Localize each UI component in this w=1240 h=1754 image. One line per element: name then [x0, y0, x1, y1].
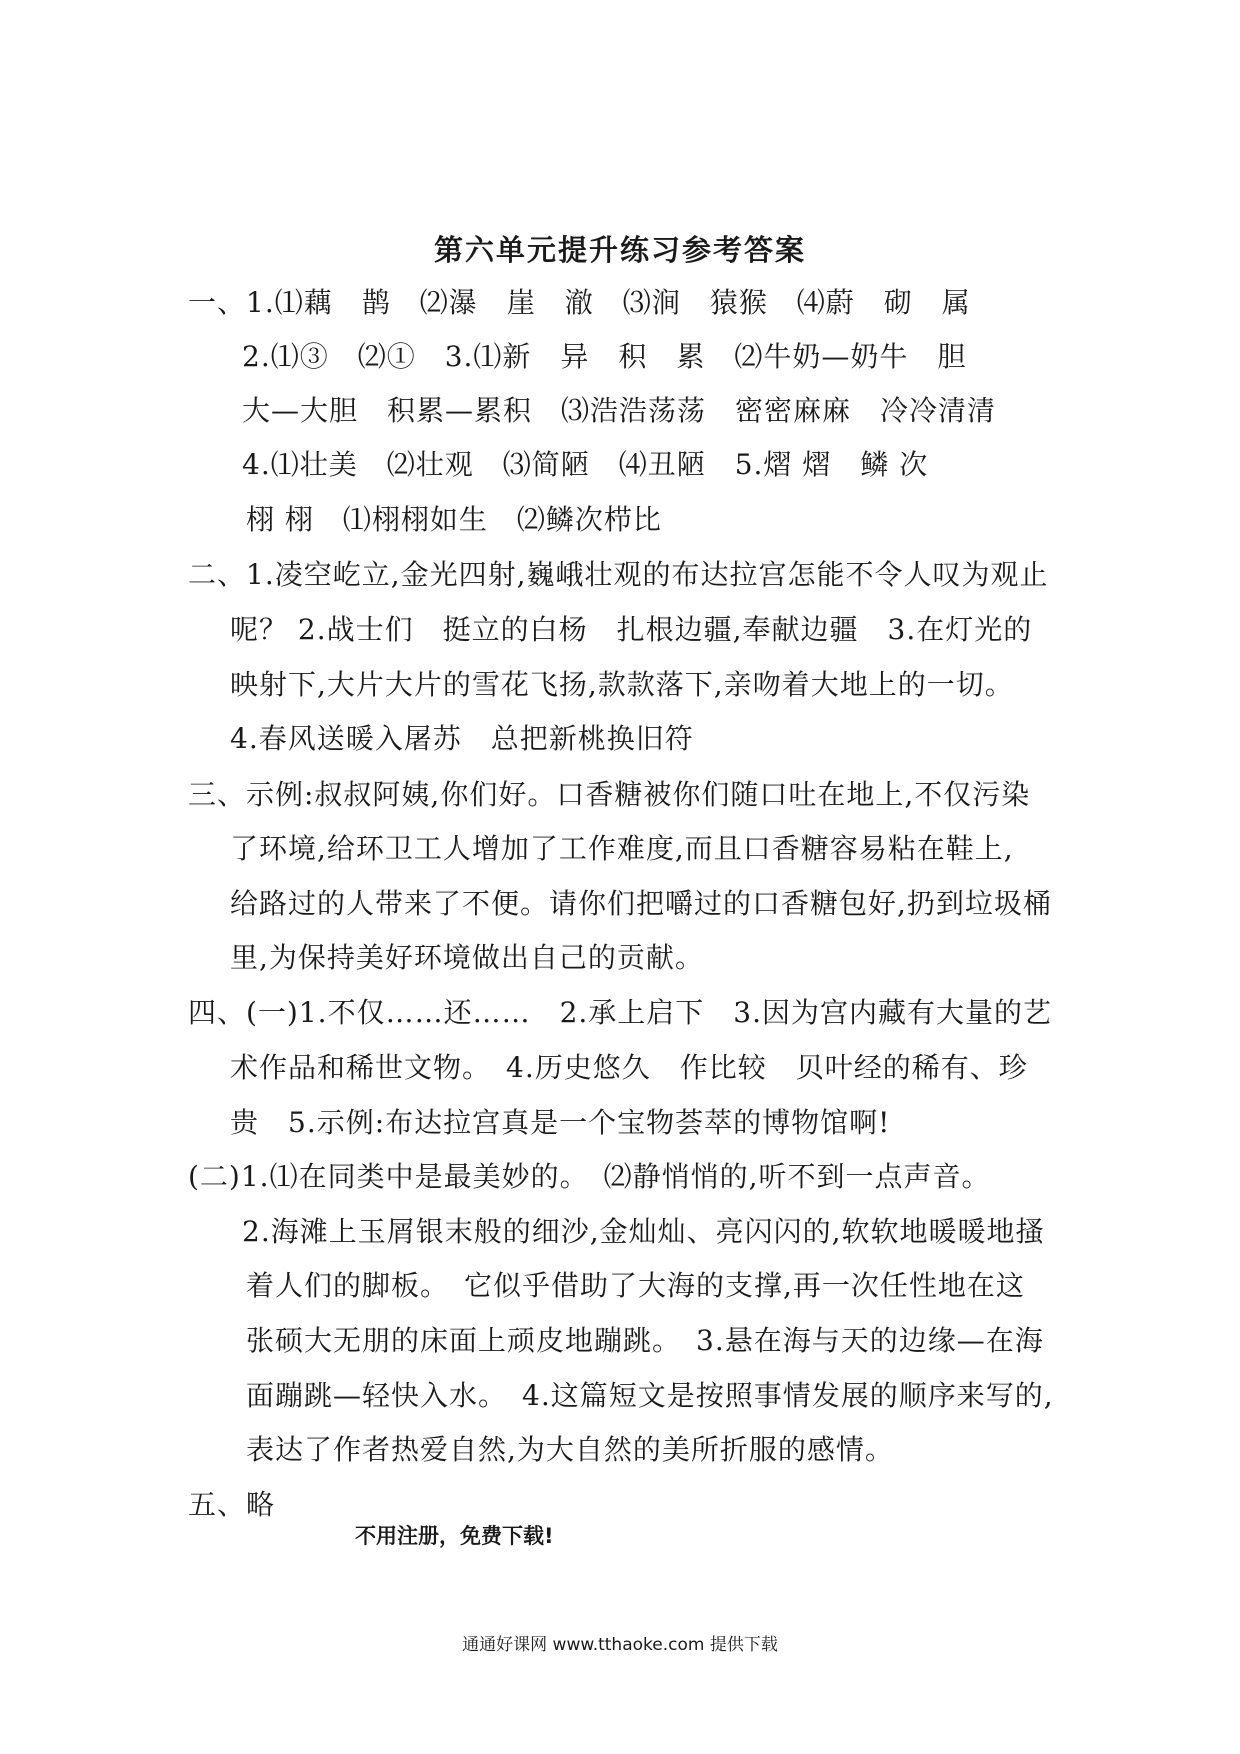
answer-line-4: 4.⑴壮美 ⑵壮观 ⑶简陋 ⑷丑陋 5.熠 熠 鳞 次	[242, 448, 929, 481]
answer-line-13: 里,为保持美好环境做出自己的贡献。	[230, 941, 704, 974]
answer-line-2: 2.⑴③ ⑵① 3.⑴新 异 积 累 ⑵牛奶—奶牛 胆	[242, 340, 967, 373]
download-notice: 不用注册，免费下载!	[355, 1524, 554, 1548]
footer-source: 通通好课网 www.tthaoke.com 提供下载	[462, 1635, 778, 1655]
answer-line-19: 着人们的脚板。 它似乎借助了大海的支撑,再一次任性地在这	[246, 1269, 1025, 1302]
answer-line-7: 呢？ 2.战士们 挺立的白杨 扎根边疆,奉献边疆 3.在灯光的	[230, 613, 1033, 646]
answer-line-14: 四、(一)1.不仅……还…… 2.承上启下 3.因为宫内藏有大量的艺	[188, 996, 1052, 1029]
answer-line-9: 4.春风送暖入屠苏 总把新桃换旧符	[230, 722, 694, 755]
page-title: 第六单元提升练习参考答案	[433, 233, 806, 267]
answer-line-17: (二)1.⑴在同类中是最美妙的。 ⑵静悄悄的,听不到一点声音。	[188, 1160, 991, 1193]
answer-line-6: 二、1.凌空屹立,金光四射,巍峨壮观的布达拉宫怎能不令人叹为观止	[188, 558, 1049, 591]
answer-line-11: 了环境,给环卫工人增加了工作难度,而且口香糖容易粘在鞋上,	[230, 832, 1014, 865]
answer-line-23: 五、略	[188, 1488, 276, 1521]
answer-line-3: 大—大胆 积累—累积 ⑶浩浩荡荡 密密麻麻 冷冷清清	[242, 394, 997, 427]
answer-line-15: 术作品和稀世文物。 4.历史悠久 作比较 贝叶经的稀有、珍	[230, 1051, 1028, 1084]
answer-line-18: 2.海滩上玉屑银末般的细沙,金灿灿、亮闪闪的,软软地暖暖地搔	[242, 1215, 1045, 1248]
answer-line-10: 三、示例:叔叔阿姨,你们好。口香糖被你们随口吐在地上,不仅污染	[188, 778, 1031, 811]
answer-line-22: 表达了作者热爱自然,为大自然的美所折服的感情。	[246, 1433, 894, 1466]
answer-line-5: 栩 栩 ⑴栩栩如生 ⑵鳞次栉比	[246, 503, 662, 536]
answer-line-1: 一、1.⑴藕 鹊 ⑵瀑 崖 澈 ⑶涧 猿猴 ⑷蔚 砌 属	[188, 286, 971, 319]
answer-line-20: 张硕大无朋的床面上顽皮地蹦跳。 3.悬在海与天的边缘—在海	[246, 1324, 1044, 1357]
answer-line-12: 给路过的人带来了不便。请你们把嚼过的口香糖包好,扔到垃圾桶	[230, 887, 1052, 920]
answer-line-21: 面蹦跳—轻快入水。 4.这篇短文是按照事情发展的顺序来写的,	[246, 1379, 1054, 1412]
answer-line-8: 映射下,大片大片的雪花飞扬,款款落下,亲吻着大地上的一切。	[230, 668, 1014, 701]
answer-line-16: 贵 5.示例:布达拉宫真是一个宝物荟萃的博物馆啊!	[230, 1106, 891, 1139]
